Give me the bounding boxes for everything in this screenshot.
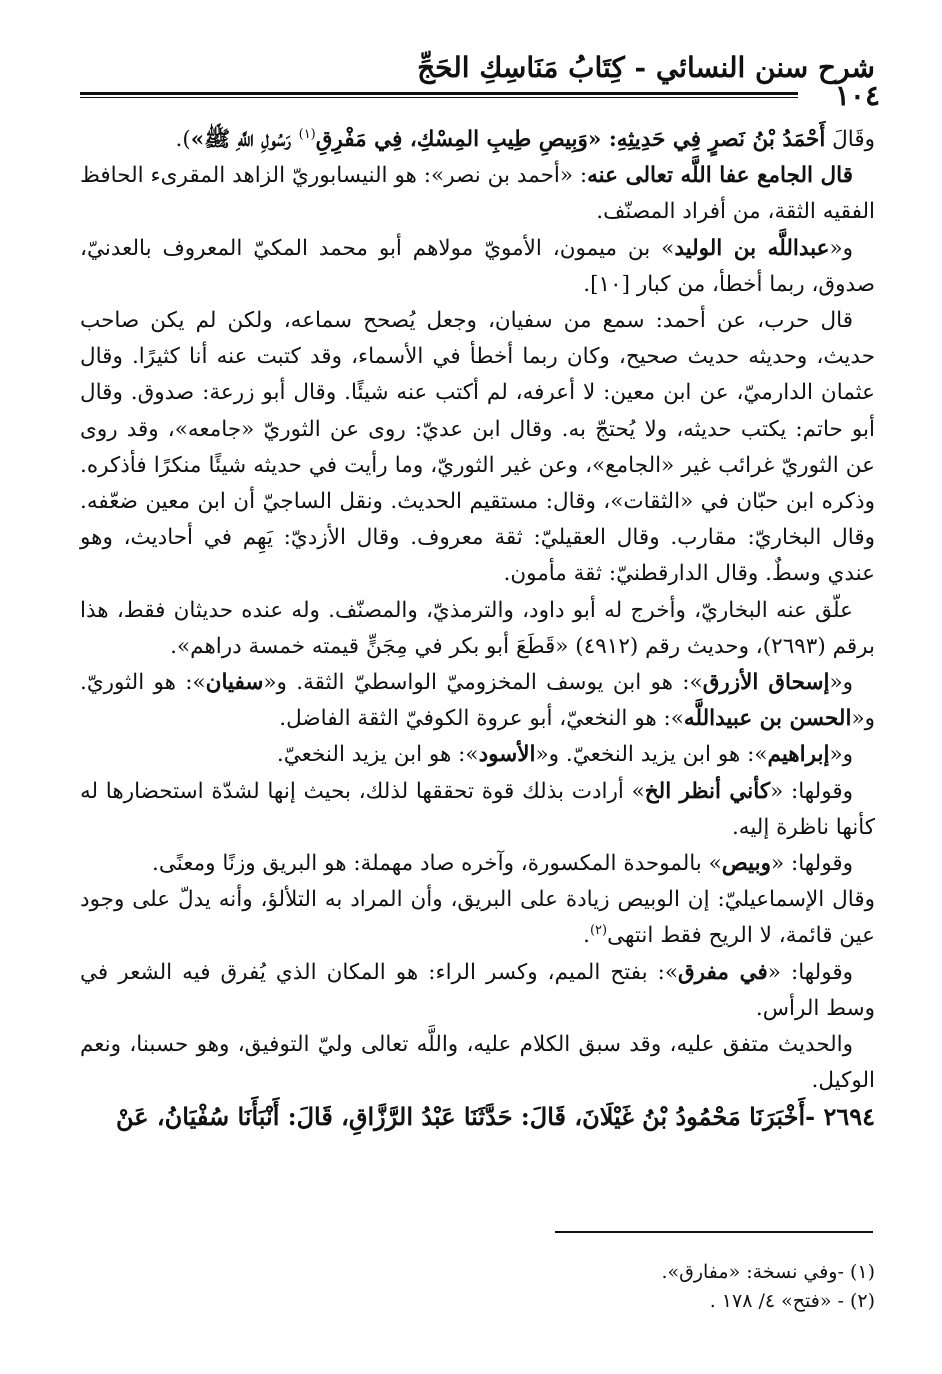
footnote-ref-2: (٢) xyxy=(589,923,608,939)
text-run: ). xyxy=(175,127,191,152)
text-run: » أرادت بذلك قوة تحققها لذلك، بحيث إنها لشدّة استحضارها له كأنها ناظرة إليه. xyxy=(80,778,875,840)
paragraph-12: والحديث متفق عليه، وقد سبق الكلام عليه، واللَّه تعالى وليّ التوفيق، وهو حسبنا، ونعم الوكيل. xyxy=(80,1032,875,1094)
header-rule xyxy=(80,92,798,95)
text-run: »: هو ابن يوسف المخزوميّ الواسطيّ الثقة. و« xyxy=(263,670,703,696)
commentator-heading: قال الجامع عفا اللَّه تعالى عنه xyxy=(587,163,853,189)
quoted-phrase: في مفرق xyxy=(677,959,768,985)
text-run: : «أحمد بن نصر»: هو النيسابوريّ الزاهد المقرىء الحافظ الفقيه الثقة، من أفراد المصنّف. xyxy=(80,163,875,225)
footnotes xyxy=(80,1258,875,1316)
text-run: وقولها: « xyxy=(770,851,853,877)
text-run: وقولها: « xyxy=(770,778,853,804)
hadith-text: رَسُولِ اللَّهِ ﷺ» xyxy=(190,127,299,152)
quoted-phrase: كأني أنظر الخ xyxy=(644,778,771,804)
footnote-1: (١) -وفي نسخة: «مفارق». xyxy=(661,1261,875,1283)
paragraph-6 xyxy=(80,665,875,737)
paragraph-9 xyxy=(80,846,875,882)
narrator-name: عبداللَّه بن الوليد xyxy=(674,235,830,261)
text-run: و« xyxy=(829,742,853,768)
paragraph-10 xyxy=(80,882,875,954)
paragraph-2 xyxy=(80,158,875,230)
narrator-name: إسحاق الأزرق xyxy=(702,670,830,696)
hadith-chain-2694: ٢٦٩٤ -أَخْبَرَنَا مَحْمُودُ بْنُ غَيْلَانَ، قَالَ: حَدَّثَنَا عَبْدُ الرَّزَّاقِ، قَالَ: أَنْبَأَنَا سُفْيَانُ، عَنْ xyxy=(115,1102,875,1132)
narrator-name: الحسن بن عبيداللَّه xyxy=(683,706,852,732)
hadith-text: أَحْمَدُ بْنُ نَصرٍ فِي حَدِيثِهِ: «وَبِيصِ طِيبِ المِسْكِ، فِي مَفْرِقِ xyxy=(315,127,826,152)
header-title: شرح سنن النسائي - كِتَابُ مَنَاسِكِ الحَجِّ xyxy=(417,51,875,84)
text-run: » بالموحدة المكسورة، وآخره صاد مهملة: هو البريق وزنًا ومعنًى. xyxy=(152,851,722,877)
text-run: وقَالَ xyxy=(825,127,875,152)
paragraph-3 xyxy=(80,231,875,303)
text-run: »: هو ابن يزيد النخعيّ. xyxy=(276,742,479,768)
text-run: » بن ميمون، الأمويّ مولاهم أبو محمد المكيّ المعروف بالعدنيّ، صدوق، ربما أخطأ، من كبار [١٠]. xyxy=(80,235,875,297)
footnote-rule xyxy=(555,1231,873,1233)
footnote-2: (٢) - «فتح» ٤/ ١٧٨ . xyxy=(709,1290,875,1312)
narrator-name: سفيان xyxy=(205,670,264,696)
main-text xyxy=(80,122,875,1136)
header-rule-thin xyxy=(80,97,798,98)
paragraph-1 xyxy=(80,122,875,158)
footnote-ref-1: (١) xyxy=(298,126,316,142)
narrator-name: الأسود xyxy=(478,742,536,768)
text-run: »: هو الثوريّ. و« xyxy=(80,670,875,732)
text-run: . xyxy=(583,923,590,949)
running-header xyxy=(80,48,875,92)
paragraph-7 xyxy=(80,737,875,773)
text-run: »: هو ابن يزيد النخعيّ. و« xyxy=(535,742,768,768)
paragraph-11 xyxy=(80,955,875,1027)
paragraph-5: علّق عنه البخاريّ، وأخرج له أبو داود، والترمذيّ، والمصنّف. وله عنده حديثان فقط، هذا برقم (٢٦٩٣)، وحديث رقم (٤٩١٢) «قَطَعَ أبو بكر في مِجَنٍّ قيمته خمسة دراهم». xyxy=(80,597,875,659)
paragraph-8 xyxy=(80,774,875,846)
paragraph-4: قال حرب، عن أحمد: سمع من سفيان، وجعل يُصحح سماعه، ولكن لم يكن صاحب حديث، وحديثه حديث صحيح، وكان ربما أخطأ في الأسماء، وقد كتبت عنه أنا كثيرًا. وقال عثمان الدارميّ، عن ابن معين: لا أعرفه، لم أكتب عنه شيئًا. وقال أبو زرعة: صدوق. وقال أبو حاتم: يكتب حديثه، ولا يُحتجّ به. وقال ابن عديّ: روى عن الثوريّ «جامعه»، وقد روى عن الثوريّ غرائب غير «الجامع»، وعن غير الثوريّ، وما رأيت في حديثه شيئًا منكرًا فأذكره. وذكره ابن حبّان في «الثقات»، وقال: مستقيم الحديث. ونقل الساجيّ أن ابن معين ضعّفه. وقال البخاريّ: مقارب. وقال العقيليّ: ثقة معروف. وقال الأزديّ: يَهِم في أحاديث، وهو عندي وسطٌ. وقال الدارقطنيّ: ثقة مأمون. xyxy=(80,308,875,587)
narrator-name: إبراهيم xyxy=(767,742,830,768)
text-run: و« xyxy=(829,670,854,696)
text-run: »: بفتح الميم، وكسر الراء: هو المكان الذي يُفرق فيه الشعر في وسط الرأس. xyxy=(80,959,875,1021)
text-run: و« xyxy=(829,235,854,261)
text-run: وقال الإسماعيليّ: إن الوبيص زيادة على البريق، وأن المراد به التلألؤ، وأنه يدلّ على وجود عين قائمة، لا الريح فقط انتهى xyxy=(80,887,875,949)
page-number: ١٠٤ xyxy=(834,79,880,112)
text-run: وقولها: « xyxy=(767,959,853,985)
quoted-phrase: وبيص xyxy=(721,851,771,877)
text-run: »: هو النخعيّ، أبو عروة الكوفيّ الثقة الفاضل. xyxy=(279,706,684,732)
